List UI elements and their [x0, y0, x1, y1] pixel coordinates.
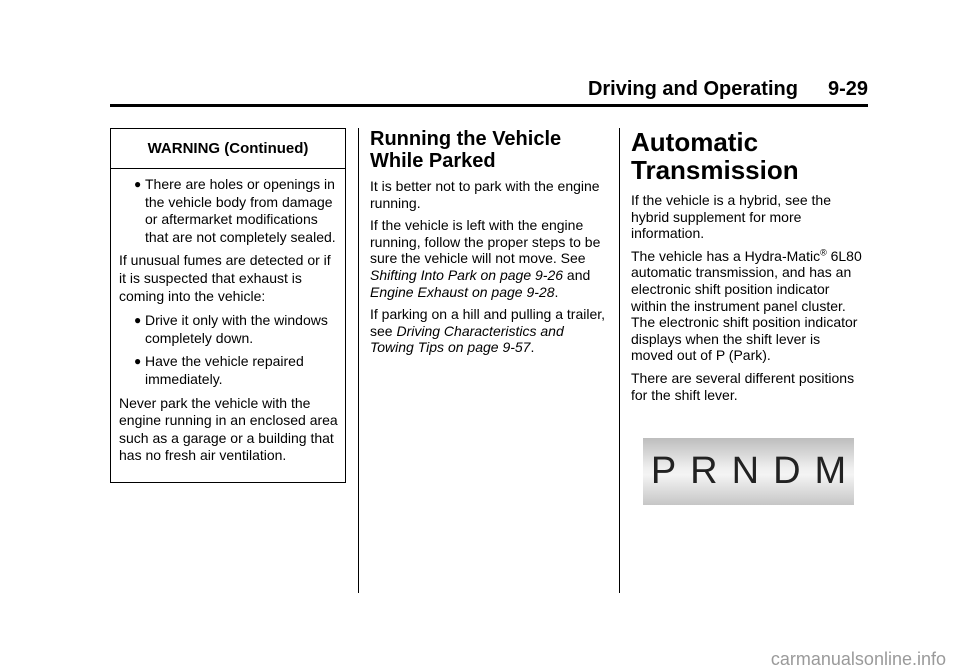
column-divider	[358, 128, 359, 593]
shift-position-indicator	[643, 438, 854, 505]
gear-letter-r: R	[690, 450, 718, 492]
page-number: 9-29	[827, 78, 868, 100]
column-divider	[619, 128, 620, 593]
bullet-text: Drive it only with the windows completely down.	[145, 312, 328, 346]
bullet-icon: ●	[134, 177, 142, 191]
running-text: .	[530, 339, 535, 356]
auto-text: 6L80 automatic transmission, and has an electronic shift position indicator within the instrument panel cluster. The electronic shift position indicator displays when the shift lever is moved out of P (Park).	[631, 247, 862, 364]
section-title: Driving and Operating	[587, 78, 798, 100]
cross-reference-link[interactable]: Engine Exhaust on page 9-28	[370, 283, 555, 300]
running-text: and	[563, 266, 591, 283]
auto-paragraph-1: If the vehicle is a hybrid, see the hybrid supplement for more information.	[631, 192, 831, 242]
warning-bullet	[119, 312, 339, 347]
bullet-text: There are holes or openings in the vehicle body from damage or aftermarket modifications that are not completely sealed.	[145, 176, 336, 245]
running-heading	[370, 128, 610, 172]
page-header	[110, 78, 868, 107]
auto-paragraph-2	[631, 248, 863, 364]
heading-line2: Transmission	[631, 155, 799, 185]
warning-paragraph: If unusual fumes are detected or if it is suspected that exhaust is coming into the vehicle:	[119, 252, 331, 304]
gear-letter-p: P	[650, 450, 677, 492]
running-text: .	[554, 283, 559, 300]
cross-reference-link[interactable]: Shifting Into Park on page 9-26	[370, 266, 564, 283]
running-section	[370, 128, 610, 362]
running-paragraph-1: It is better not to park with the engine running.	[370, 178, 600, 211]
warning-box	[110, 128, 346, 483]
running-text: If the vehicle is left with the engine running, follow the proper steps to be sure the vehicle will not move. See	[370, 217, 601, 267]
automatic-transmission-section	[631, 128, 863, 409]
registered-mark: ®	[820, 247, 827, 258]
warning-paragraph: Never park the vehicle with the engine running in an enclosed area such as a garage or a building that has no fresh air ventilation.	[119, 394, 338, 464]
warning-title: WARNING (Continued)	[111, 129, 345, 169]
watermark: carmanualsonline.info	[770, 649, 946, 669]
gear-letter-d: D	[773, 450, 801, 492]
warning-body	[111, 169, 345, 465]
heading-line1: Automatic	[631, 127, 759, 157]
bullet-icon: ●	[134, 354, 142, 369]
warning-bullet	[119, 176, 339, 246]
running-heading-line1: Running the Vehicle	[370, 128, 562, 150]
automatic-transmission-heading	[631, 128, 863, 184]
gear-letter-n: N	[731, 450, 760, 492]
running-paragraph-2	[370, 217, 610, 300]
auto-text: The vehicle has a Hydra-Matic	[631, 247, 821, 264]
auto-paragraph-3: There are several different positions for the shift lever.	[631, 369, 855, 403]
running-heading-line2: While Parked	[370, 150, 496, 172]
gear-letter-m: M	[814, 450, 847, 492]
running-text: If parking on a hill and pulling a trailer, see	[370, 306, 606, 339]
cross-reference-link[interactable]: Driving Characteristics and Towing Tips on page 9-57	[370, 322, 564, 356]
bullet-icon: ●	[134, 313, 142, 328]
warning-bullet	[119, 353, 339, 388]
running-paragraph-3	[370, 306, 610, 356]
bullet-text: Have the vehicle repaired immediately.	[145, 353, 304, 387]
